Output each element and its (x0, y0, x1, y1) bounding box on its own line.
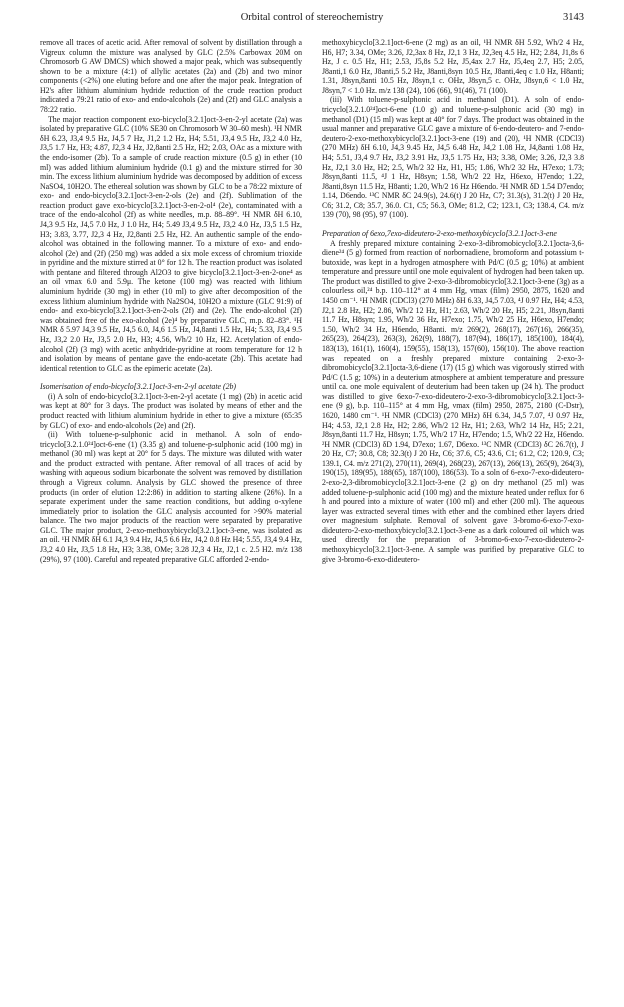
section-heading: Preparation of 6exo,7exo-dideutero-2-exo-methoxybicyclo[3.2.1]oct-3-ene (322, 228, 557, 238)
paragraph: (ii) With toluene-p-sulphonic acid in methanol. A soln of endo-tricyclo[3.2.1.0²⁴]oct-6-ene (1) (3.35 g) and toluene-p-sulphonic acid (100 mg) in methanol (30 ml) was kept at 20° for 5 days. The mixture was diluted with water and the product extracted with pentane. After removal of all traces of acid by washing with aqueous sodium bicarbonate the solvent was removed by distillation through a Vigreux column. Analysis by GLC showed the presence of three products (in order of elution 12:2:86) in addition to starting alkene (26%). In a separate experiment under the same reaction conditions, but adding o-xylene immediately prior to isolation the GLC analysis accounted for >90% material balance. The two major products of the reaction were separated by preparative GLC. The major product, 2-exo-methoxybicyclo[3.2.1]oct-3-ene, was isolated as an oil. ¹H NMR δH 6.1 J4,3 9.4 Hz, J4,5 6.6 Hz, J4,2 0.8 Hz H4; 5.55, J3,4 9.4 Hz, J3,2 4.0 Hz, J3,5 1.8 Hz, H3; 3.38, OMe; 3.28 J2,3 4 Hz, J2,1 c. 2.5 H2. m/z 138 (29%), 97 (100). Careful and repeated preparative GLC afforded 2-endo- (40, 430, 302, 564)
left-column (40, 38, 302, 996)
paragraph: remove all traces of acetic acid. After removal of solvent by distillation through a Vigreux column the mixture was analysed by GLC (2.5% Carbowax 20M on Chromosorb G AW DMCS) which showed a major peak, which was subsequently shown to be a mixture (4:1) of allylic acetates (2a) and (2b) and two minor components (<2%) one eluting before and one after the major peak. Integration of H2's after lithium aluminium hydride reduction of the crude reaction product indicated a 79:21 ratio of exo- and endo-alcohols (2e) and (2f) and GLC analysis a 78:22 ratio. (40, 38, 302, 115)
right-column (322, 38, 584, 996)
running-header (40, 12, 584, 26)
paragraph: (iii) With toluene-p-sulphonic acid in methanol (D1). A soln of endo-tricyclo[3.2.1.0²⁴]oct-6-ene (1.0 g) and toluene-p-sulphonic acid (30 mg) in methanol (D1) (15 ml) was kept at 40° for 7 days. The product was obtained in the usual manner and preparative GLC gave a mixture of 6-endo-deutero- and 7-endo-deutero-2-exo-methoxybicyclo[3.2.1]oct-3-ene (19) and (20), ¹H NMR (CDCl3) (270 MHz) δH 6.10, J4,3 9.45 Hz, J4,5 6.48 Hz, J4,2 1.08 Hz, J4,8anti 1.08 Hz, H4; 5.51, J3,4 9.7 Hz, J3,2 3.91 Hz, J3,5 1.75 Hz, H3; 3.38, OMe; 3.26, J2,3 3.8 Hz, J2,1 3.0 Hz, H2; 2.5, Wh/2 32 Hz, H1, H5; 1.86, Wh/2 32 Hz, H7exo; 1.73; J8syn,8anti 11.5, ⁴J 1 Hz, H8syn; 1.58, Wh/2 22 Hz, H6exo, H7endo; 1.22, J8anti,8syn 11.5 Hz, H8anti; 1.20, Wh/2 16 Hz H6endo. ²H NMR δD 1.54 D7endo; 1.14, D6endo. ¹³C NMR δC 24.9(s), 24.6(t) J 20 Hz, C7; 31.3(s), 31.2(t) J 20 Hz, C6; 31.2, C8; 35.7, 36.0. C1, C5; 56.3, OMe; 81.2, C2; 123.1, C3; 138.4, C4. m/z 139 (70), 98 (95), 97 (100). (322, 95, 584, 220)
paragraph: (i) A soln of endo-bicyclo[3.2.1]oct-3-en-2-yl acetate (1 mg) (2b) in acetic acid was kept at 80° for 3 days. The product was isolated by means of ether and the product reacted with lithium aluminium hydride in ether to give a mixture (65:35 by GLC) of exo- and endo-alcohols (2e) and (2f). (40, 391, 302, 430)
paragraph: The major reaction component exo-bicyclo[3.2.1]oct-3-en-2-yl acetate (2a) was isolated by preparative GLC (10% SE30 on Chromosorb W 30–60 mesh). ¹H NMR δH 6.23, J3,4 9.5 Hz, J4,5 7 Hz, J1,2 1.2 Hz, H4; 5.51, J3,4 9.5 Hz, J3,2 4.0 Hz, J3,5 1.7 Hz, H3; 4.87, J2,3 4 Hz, J2,8anti 2.5 Hz, H2; 2.03, OAc as a mixture with the endo-isomer (2b). To a sample of crude reaction mixture (0.5 g) in ether (10 ml) was added lithium aluminium hydride (0.1 g) and the mixture stirred for 30 min. The excess lithium aluminium hydride was decomposed by addition of excess NaSO4, 10H2O. The ethereal solution was shown by GLC to be a 78:22 mixture of exo- and endo-bicyclo[3.2.1]oct-3-en-2-ols (2e) and (2f). Sublimation of the reaction product gave exo-bicyclo[3.2.1]oct-3-en-2-ol⁴ (2e), contaminated with a trace of the endo-alcohol (2f) as white needles, m.p. 88–89°. ¹H NMR δH 6.10, J4,3 9.5 Hz, J4,5 7.0 Hz, J 1.0 Hz, H4; 5.49 J3,4 9.5 Hz, J3,2 4.0 Hz, J3,5 1.5 Hz, H3; 3.83, 3.77, J2,3 4 Hz, J2,8anti 2.5 Hz, H2. An authentic sample of the endo-alcohol was obtained in the following manner. To a mixture of exo- and endo-alcohol (2e) and (2f) (250 mg) was added a six mole excess of chromium trioxide in pyridine and the mixture stirred at 0° for 12 h. The reaction product was isolated with pentane and filtered through Al2O3 to give bicyclo[3.2.1]oct-3-en-2-one⁴ as an oil νmax 6.0 and 5.9μ. The ketone (100 mg) was reacted with lithium aluminium hydride (30 mg) in ether (10 ml) to give after decomposition of the excess lithium aluminium hydride with Na2SO4, 10H2O a mixture (GLC 91:9) of endo- and exo-bicyclo[3.2.1]oct-3-en-2-ols (2f) and (2e). The endo-alcohol (2f) was obtained free of the exo-alcohol (2e)⁴ by preparative GLC, m.p. 82–83°. ¹H NMR δ 5.97 J4,3 9.5 Hz, J4,5 6.0, J4,6 1.5 Hz, J4,8anti 1.5 Hz, H4; 5.33, J3,4 9.5 Hz, J3,2 2.0 Hz, J3,5 2.0 Hz, H3; 4.56, Wh/2 10 Hz, H2. Acetylation of endo-alcohol (2f) (3 mg) with acetic anhydride-pyridine at room temperature for 12 h and isolation by means of pentane gave the endo-acetate (2b). This acetate had identical retention to GLC as the epimeric acetate (2a). (40, 114, 302, 373)
paragraph: A freshly prepared mixture containing 2-exo-3-dibromobicyclo[3.2.1]octa-3,6-diene²⁴ (5 g) formed from reaction of norbornadiene, bromoform and potassium t-butoxide, was kept in a hydrogen atmosphere with Pd/C (0.5 g; 10%) at ambient temperature and pressure until one mole equivalent of hydrogen had been taken up. The product was distilled to give 2-exo-3-dibromobicyclo[3.2.1]oct-3-ene (3g) as a colourless oil,²⁴ b.p. 110–112° at 4 mm Hg, νmax (film) 2950, 2875, 1620 and 1450 cm⁻¹. ¹H NMR (CDCl3) (270 MHz) δH 6.33, J4,5 7.03, ⁴J 0.97 Hz, H4; 4.53, J2,1 2.8 Hz, H2; 2.86, Wh/2 12 Hz, H1; 2.63, Wh/2 20 Hz, H5; 2.21, J8syn,8anti 11.7 Hz, H8syn; 1.95, Wh/2 36 Hz, H7exo; 1.75, Wh/2 25 Hz, H6exo, H7endo; 1.50, Wh/2 34 Hz, H6endo, H8anti. m/z 269(2), 268(17), 267(16), 266(35), 265(23), 264(23), 263(3), 262(9), 188(7), 187(94), 186(17), 185(100), 184(4), 183(13), 161(1), 160(4), 159(55), 158(13), 157(60), 156(10). The above reaction was repeated on a freshly prepared mixture containing 2-exo-3-dibromobicyclo[3.2.1]octa-3,6-diene (17) (15 g) which was vigorously stirred with Pd/C (1.5 g; 10%) in a deuterium atmosphere at ambient temperature and pressure until ca. one mole equivalent of deuterium had been taken up (24 h). The product was distilled to give 6exo-7-exo-dideutero-2-exo-3-dibromobicyclo[3.2.1]oct-3-ene (9 g), b.p. 110–115° at 4 mm Hg, νmax (film) 2950, 2875, 2180 (C-Dstr), 1620, 1480 cm⁻¹. ¹H NMR (CDCl3) (270 MHz) δH 6.34, J4,5 7.07, ⁴J 0.97 Hz, H4; 4.53, J2,1 2.8 Hz, H2; 2.86, Wh/2 12 Hz, H1; 2.63, Wh/2 14 Hz, H5; 2.21, J8syn,8anti 11.7 Hz, H8syn; 1.75, Wh/2 17 Hz, H7endo; 1.5, Wh/2 22 Hz, H6endo. ²H NMR (CDCl3) δD 1.94, D7exo; 1.67, D6exo. ¹³C NMR (CDCl3) δC 26.7(t), J 20 Hz, C7; 30.8, C8; 32.3(t) J 20 Hz, C6; 37.6, C5; 43.6, C1; 61.2, C2; 120.9, C3; 139.1, C4. m/z 271(2), 270(11), 269(4), 268(23), 267(13), 266(13), 265(9), 264(3), 190(15), 189(95), 188(65), 187(100), 186(53). To a soln of 6-exo-7-exo-dideutero-2-exo-2,3-dibromobicyclo[3.2.1]oct-3-ene (2 g) on dry methanol (25 ml) was added toluene-p-sulphonic acid (100 mg) and the mixture heated under reflux for 6 h and poured into a mixture of water (100 ml) and ether (200 ml). The aqueous layer was extracted several times with ether and the combined ether layers dried over magnesium sulphate. Removal of solvent gave 3-bromo-6-exo-7-exo-dideutero-2-exo-methoxybicyclo[3.2.1]oct-3-ene as a dark coloured oil which was used directly for the preparation of 3-bromo-6-exo-7-exo-dideutero-2-methoxybicyclo[3.2.1]oct-3-ene. A sample was purified by preparative GLC to give 3-bromo-6-exo-dideutero- (322, 238, 584, 564)
page-number: 3143 (563, 12, 584, 23)
paragraph: methoxybicyclo[3.2.1]oct-6-ene (2 mg) as an oil, ¹H NMR δH 5.92, Wh/2 4 Hz, H6, H7; 3.34, OMe; 3.26, J2,3ax 8 Hz, J2,1 3 Hz, J2,3eq 4.5 Hz, H2; 2.84, J1,8s 6 Hz, J c. 0.5 Hz, H1; 2.53, J5,8s 5.2 Hz, J5,4ax 2.7 Hz, J5,4eq 2.7, H5; 2.05, J8anti,1 6.0 Hz, J8anti,5 5.2 Hz, J8anti,8syn 10.5 Hz, J8anti,4eq c 1.0 Hz, H8anti; 1.31, J8syn,8anti 10.5 Hz, J8syn,1 c. OHz, J8syn,5 c. OHz, J8syn,6 < 1.0 Hz, J8syn,7 < 1.0 Hz. m/z 138 (24), 106 (66), 91(46), 71 (100). (322, 38, 584, 95)
section-heading: Isomerisation of endo-bicyclo[3.2.1]oct-3-en-2-yl acetate (2b) (40, 382, 237, 392)
running-title: Orbital control of stereochemistry (240, 12, 384, 23)
